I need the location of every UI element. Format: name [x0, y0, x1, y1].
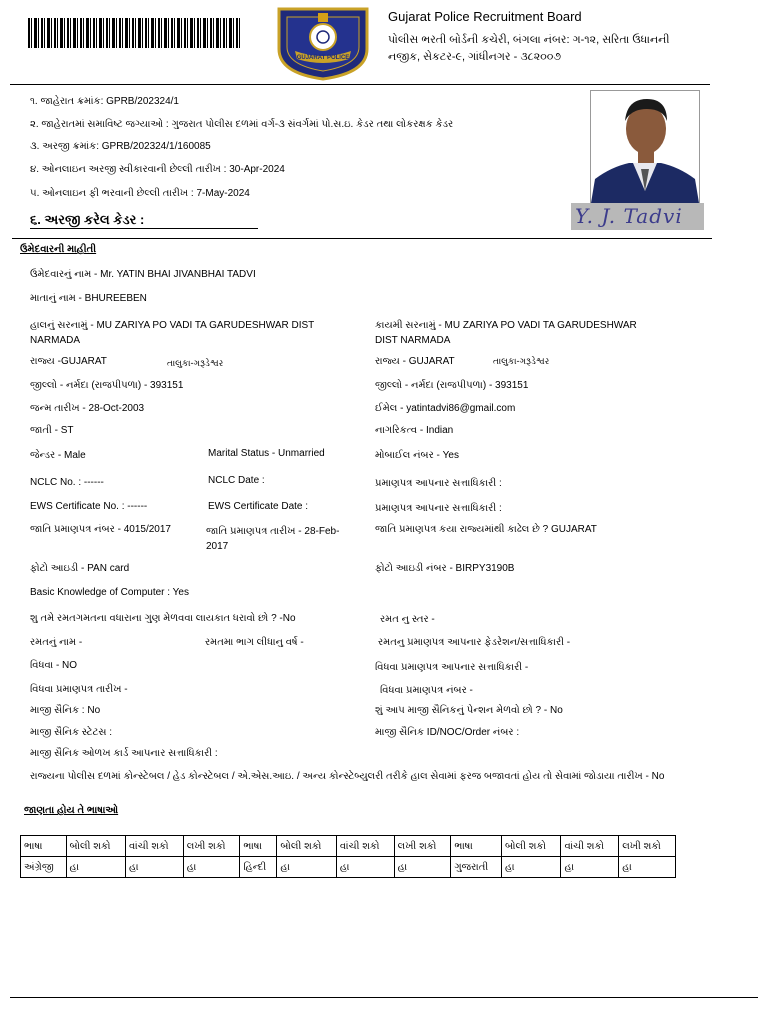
header-divider: [10, 84, 710, 85]
widow: વિધવા - NO: [30, 660, 78, 671]
certificate-authority-2: પ્રમાણપત્ર આપનાર સત્તાધિકારી :: [375, 503, 502, 514]
sports-level: રમત નુ સ્તર -: [380, 614, 435, 625]
sports-question: શુ તમે રમતગમતના વધારાના ગુણ મેળવવા લાયકાત ધરાવો છો ? -No: [30, 613, 296, 624]
candidate-photo: [590, 90, 700, 204]
ex-serviceman-id: માજી સૈનિક ID/NOC/Order નંબર :: [375, 727, 520, 738]
current-address-line-2: NARMADA: [30, 335, 81, 346]
state-right: રાજ્ય - GUJARAT: [375, 356, 455, 367]
nclc-date: NCLC Date :: [208, 475, 265, 486]
table-header-cell: લખી શકો: [394, 836, 451, 857]
taluka-right: તાલુકા-ગરૂડેશ્વર: [493, 356, 550, 366]
caste-certificate-no: જાતિ પ્રમાણપત્ર નંબર - 4015/2017: [30, 524, 171, 535]
table-cell: હા: [66, 857, 126, 878]
last-date-fee: ૫. ઓનલાઇન ફી ભરવાની છેલ્લી તારીખ : 7-May-2024: [30, 188, 250, 199]
section-divider: [12, 238, 712, 239]
table-row: [21, 857, 676, 878]
table-header-cell: બોલી શકો: [66, 836, 126, 857]
certificate-authority-1: પ્રમાણપત્ર આપનાર સત્તાધિકારી :: [375, 478, 502, 489]
police-service-question: રાજ્યના પોલીસ દળમાં કોન્સ્ટેબલ / હેડ કોન્સ્ટેબલ / એ.એસ.આઇ. / અન્ય કોન્સ્ટેબ્યુલરી તરીકે હાલ સેવામાં ફરજ બજાવતાં હોય તો સેવામાં જોડાયા તારીખ - No: [30, 771, 665, 782]
board-address-line-1: પોલીસ ભરતી બોર્ડની કચેરી, બંગલા નંબર: ગ-૧૨, સરિતા ઉધાનની: [388, 34, 670, 46]
table-header-cell: ભાષા: [240, 836, 277, 857]
table-cell: હા: [561, 857, 619, 878]
district-left: જીલ્લો - નર્મદા (રાજપીપળા) - 393151: [30, 380, 184, 391]
sports-year: રમતમા ભાગ લીધાનુ વર્ષ -: [205, 637, 304, 648]
languages-section-title: જાણતા હોય તે ભાષાઓ: [24, 805, 119, 816]
barcode: [28, 18, 240, 48]
permanent-address-line-2: DIST NARMADA: [375, 335, 451, 346]
ex-serviceman-status: માજી સૈનિક સ્ટેટસ :: [30, 727, 113, 738]
table-header-cell: ભાષા: [21, 836, 67, 857]
sports-name: રમતનું નામ -: [30, 637, 83, 648]
gender: જેન્ડર - Male: [30, 450, 86, 461]
gujarat-police-emblem-icon: [273, 3, 373, 81]
photo-id-no: ફોટો આઇડી નંબર - BIRPY3190B: [375, 563, 515, 574]
caste-certificate-date-1: જાતિ પ્રમાણપત્ર તારીખ - 28-Feb-: [206, 526, 340, 537]
table-cell: હા: [183, 857, 240, 878]
board-title: Gujarat Police Recruitment Board: [388, 9, 582, 24]
caste-certificate-date-2: 2017: [206, 541, 229, 552]
caste: જાતી - ST: [30, 425, 74, 436]
table-header-cell: વાંચી શકો: [336, 836, 394, 857]
posts: ૨. જાહેરાતમાં સમાવિષ્ટ જગ્યાઓ : ગુજરાત પોલીસ દળમાં વર્ગ-૩ સંવર્ગમાં પો.સ.ઇ. કેડર તથા લોકરક્ષક કેડર: [30, 119, 454, 130]
marital-status: Marital Status - Unmarried: [208, 448, 325, 459]
last-date-apply: ૪. ઓનલાઇન અરજી સ્વીકારવાની છેલ્લી તારીખ : 30-Apr-2024: [30, 164, 285, 175]
languages-table: [20, 835, 676, 878]
board-address-line-2: નજીક, સેકટર-૯, ગાંધીનગર - ૩૮૨૦૦૭: [388, 51, 562, 63]
cadre-underline: [30, 228, 258, 229]
table-cell: હા: [277, 857, 337, 878]
advt-no: ૧. જાહેરાત ક્રમાંક: GPRB/202324/1: [30, 96, 179, 107]
email: ઈમેલ - yatintadvi86@gmail.com: [375, 403, 516, 414]
table-cell: ગુજરાતી: [451, 857, 502, 878]
widow-certificate-date: વિધવા પ્રમાણપત્ર તારીખ -: [30, 684, 128, 695]
table-header-cell: બોલી શકો: [501, 836, 561, 857]
sports-authority: રમતનુ પ્રમાણપત્ર આપનાર ફેડરેશન/સત્તાધિકારી -: [378, 637, 571, 648]
table-cell: હા: [619, 857, 676, 878]
nclc-no: NCLC No. : ------: [30, 477, 104, 488]
computer-knowledge: Basic Knowledge of Computer : Yes: [30, 587, 189, 598]
mother-name: માતાનું નામ - BHUREEBEN: [30, 293, 147, 304]
state-left: રાજ્ય -GUJARAT: [30, 356, 107, 367]
ews-no: EWS Certificate No. : ------: [30, 501, 148, 512]
permanent-address-line-1: કાયમી સરનામું - MU ZARIYA PO VADI TA GARUDESHWAR: [375, 320, 637, 331]
caste-certificate-state: જાતિ પ્રમાણપત્ર કયા રાજ્યમાંથી કાઢેલ છે ? GUJARAT: [375, 524, 597, 535]
widow-authority: વિધવા પ્રમાણપત્ર આપનાર સત્તાધિકારી -: [375, 662, 529, 673]
ex-serviceman-pension: શું આપ માજી સૈનિકનું પેન્શન મેળવો છો ? - No: [375, 705, 563, 716]
table-cell: હા: [336, 857, 394, 878]
table-cell: હા: [394, 857, 451, 878]
mobile: મોબાઈલ નંબર - Yes: [375, 450, 459, 461]
signature-text: Y. J. Tadvi: [575, 204, 683, 228]
application-no: ૩. અરજી ક્રમાંક: GPRB/202324/1/160085: [30, 141, 211, 152]
district-right: જીલ્લો - નર્મદા (રાજપીપળા) - 393151: [375, 380, 529, 391]
candidate-section-title: ઉમેદવારની માહીતી: [20, 244, 97, 255]
table-header-cell: વાંચી શકો: [561, 836, 619, 857]
languages-header-row: [21, 836, 676, 857]
table-header-cell: બોલી શકો: [277, 836, 337, 857]
candidate-signature: [571, 203, 704, 230]
nationality: નાગરિકત્વ - Indian: [375, 425, 454, 436]
emblem-text: GUJARAT POLICE: [296, 55, 350, 61]
cadre-label: ૬. અરજી કરેલ કેડર :: [30, 212, 145, 227]
table-cell: હિન્દી: [240, 857, 277, 878]
widow-certificate-no: વિધવા પ્રમાણપત્ર નંબર -: [380, 685, 473, 696]
photo-id: ફોટો આઇડી - PAN card: [30, 563, 130, 574]
table-header-cell: વાંચી શકો: [126, 836, 184, 857]
ex-serviceman: માજી સૈનિક : No: [30, 705, 101, 716]
table-header-cell: લખી શકો: [183, 836, 240, 857]
date-of-birth: જન્મ તારીખ - 28-Oct-2003: [30, 403, 145, 414]
ews-date: EWS Certificate Date :: [208, 501, 309, 512]
candidate-name: ઉમેદવારનું નામ - Mr. YATIN BHAI JIVANBHAI TADVI: [30, 269, 256, 280]
table-header-cell: લખી શકો: [619, 836, 676, 857]
current-address-line-1: હાલનું સરનામું - MU ZARIYA PO VADI TA GARUDESHWAR DIST: [30, 320, 315, 331]
table-header-cell: ભાષા: [451, 836, 502, 857]
table-cell: અંગ્રેજી: [21, 857, 67, 878]
ex-serviceman-authority: માજી સૈનિક ઓળખ કાર્ડ આપનાર સત્તાધિકારી :: [30, 748, 218, 759]
taluka-left: તાલુકા-ગરૂડેશ્વર: [167, 358, 224, 368]
table-cell: હા: [501, 857, 561, 878]
table-cell: હા: [126, 857, 184, 878]
footer-divider: [10, 997, 758, 998]
